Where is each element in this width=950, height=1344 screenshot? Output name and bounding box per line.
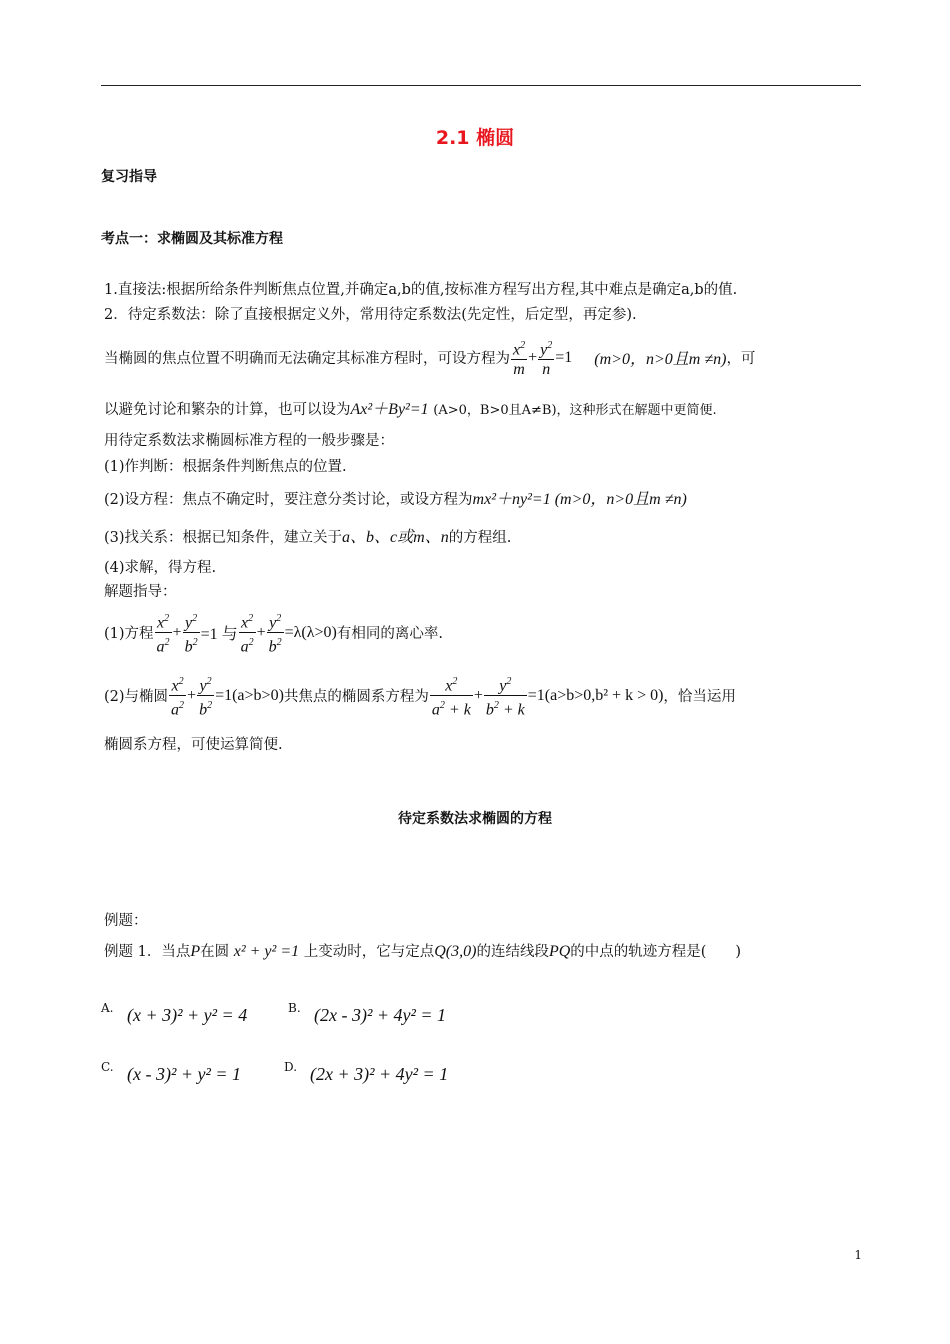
example-label: 例题：: [104, 913, 148, 929]
para3-text: 当椭圆的焦点位置不明确而无法确定其标准方程时，可设方程为: [104, 351, 510, 368]
tips-label: 解题指导：: [104, 584, 177, 600]
option-a-label[interactable]: A.: [101, 1001, 114, 1015]
equation-mx2-ny2: mx²＋ny²=1 (m>0，n>0且m ≠n): [472, 491, 687, 508]
paragraph-undetermined-coeff: 2．待定系数法：除了直接根据定义外，常用待定系数法(先定性，后定型，再定参).: [104, 307, 637, 323]
fraction-y2-over-n: $\frac{y^2}{n}$: [538, 336, 554, 379]
paragraph-steps-intro: 用待定系数法求椭圆标准方程的一般步骤是：: [104, 433, 394, 449]
tip-2-continued: 椭圆系方程，可使运算简便.: [104, 737, 283, 753]
option-c-equation: (x - 3)² + y² = 1: [127, 1064, 242, 1084]
section-heading-review: 复习指导: [101, 169, 157, 185]
step-3: (3)找关系：根据已知条件，建立关于a、b、c或m、n的方程组.: [104, 529, 512, 546]
example-1-question: 例题 1．当点P在圆 x² + y² =1 上变动时，它与定点Q(3,0)的连结线段PQ的中点的轨迹方程是( ): [104, 943, 742, 960]
paragraph-general-form: 当椭圆的焦点位置不明确而无法确定其标准方程时，可设方程为 $\frac{x^2}{m}$ + $\frac{y^2}{n}$ =1 (m>0，n>0且m ≠n) ，可: [104, 336, 755, 379]
subtitle: 待定系数法求椭圆的方程: [398, 811, 552, 827]
option-a-equation: (x + 3)² + y² = 4: [127, 1005, 248, 1025]
step-1: (1)作判断：根据条件判断焦点的位置.: [104, 459, 347, 475]
paragraph-direct-method: 1.直接法:根据所给条件判断焦点位置,并确定a,b的值,按标准方程写出方程,其中难点是确定a,b的值.: [104, 282, 738, 298]
tip-1: (1)方程 $\frac{x^2}{a^2}$ + $\frac{y^2}{b^2}$ =1 与 $\frac{x^2}{a^2}$ + $\frac{y^2}{b^2}$ =λ(λ>0) 有相同的离心率.: [104, 609, 443, 657]
paragraph-alt-form: 以避免讨论和繁杂的计算，也可以设为Ax²＋By²=1 (A>0，B>0且A≠B)，这种形式在解题中更简便.: [104, 401, 717, 418]
step-2: (2)设方程：焦点不确定时，要注意分类讨论，或设方程为mx²＋ny²=1 (m>0，n>0且m ≠n): [104, 491, 687, 508]
page-title: 2.1 椭圆: [435, 127, 515, 149]
equation-Ax2-By2: Ax²＋By²=1: [350, 401, 429, 418]
tip-2: (2)与椭圆 $\frac{x^2}{a^2}$ + $\frac{y^2}{b^2}$ =1(a>b>0) 共焦点的椭圆系方程为 $\frac{x^2}{a^2 + k}$ + $\frac{y^2}{b^2 + k}$ =1(a>b>0,b² + k > 0) ，恰当运用: [104, 672, 736, 720]
section-heading-topic1: 考点一：求椭圆及其标准方程: [101, 231, 283, 247]
para3-tail: ，可: [726, 351, 756, 368]
page-number: 1: [854, 1248, 862, 1262]
option-d-label[interactable]: D.: [284, 1060, 298, 1074]
option-b-equation: (2x - 3)² + 4y² = 1: [314, 1005, 447, 1025]
option-c-label[interactable]: C.: [101, 1060, 114, 1074]
step-4: (4)求解，得方程.: [104, 560, 217, 576]
header-rule: [101, 85, 861, 86]
para3-condition: (m>0，n>0且m ≠n): [594, 351, 727, 369]
equation-circle: x² + y² =1: [233, 943, 300, 960]
fraction-x2-over-m: $\frac{x^2}{m}$: [511, 336, 527, 379]
option-b-label[interactable]: B.: [288, 1001, 301, 1015]
option-d-equation: (2x + 3)² + 4y² = 1: [310, 1064, 449, 1084]
